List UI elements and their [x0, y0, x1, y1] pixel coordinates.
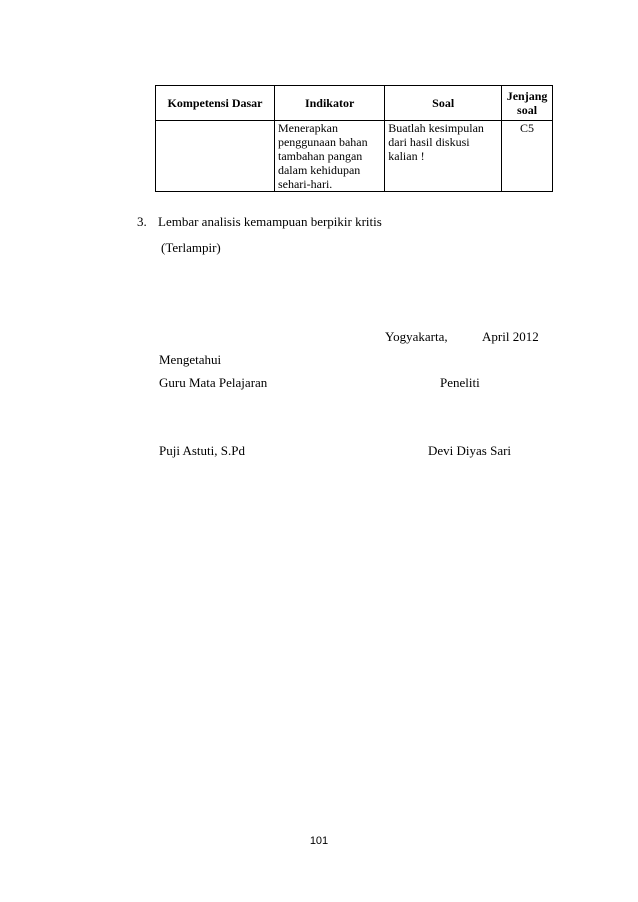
list-item-text: Lembar analisis kemampuan berpikir kritis	[158, 214, 382, 229]
teacher-name: Puji Astuti, S.Pd	[159, 443, 245, 458]
indikator-line: dalam kehidupan	[277, 163, 361, 177]
signature-place: Yogyakarta,	[385, 329, 448, 344]
header-soal: Soal	[385, 86, 502, 121]
researcher-name: Devi Diyas Sari	[428, 443, 512, 458]
indikator-line: Menerapkan	[277, 121, 338, 135]
acknowledged-heading: Mengetahui	[159, 352, 222, 367]
header-jenjang: Jenjang soal	[502, 86, 553, 121]
cell-soal	[385, 121, 502, 192]
teacher-role: Guru Mata Pelajaran	[159, 375, 268, 390]
competency-table	[155, 85, 553, 192]
cell-kompetensi	[156, 121, 275, 192]
soal-line: dari hasil diskusi	[388, 135, 470, 149]
cell-indikator	[274, 121, 384, 192]
indikator-line: sehari-hari.	[277, 177, 333, 191]
header-kompetensi: Kompetensi Dasar	[156, 86, 275, 121]
indikator-line: tambahan pangan	[277, 149, 363, 163]
soal-line: Buatlah kesimpulan	[388, 121, 484, 135]
signature-date: April 2012	[482, 329, 539, 344]
cell-jenjang: C5	[502, 121, 553, 192]
table-header-row	[156, 86, 553, 121]
list-item-number: 3.	[137, 214, 147, 229]
researcher-role: Peneliti	[440, 375, 480, 390]
attachment-note: (Terlampir)	[161, 240, 221, 255]
indikator-line: penggunaan bahan	[277, 135, 368, 149]
soal-line: kalian !	[388, 149, 425, 163]
table-row	[156, 121, 553, 192]
page-number: 101	[309, 835, 329, 847]
list-item	[137, 214, 382, 230]
header-indikator: Indikator	[274, 86, 384, 121]
